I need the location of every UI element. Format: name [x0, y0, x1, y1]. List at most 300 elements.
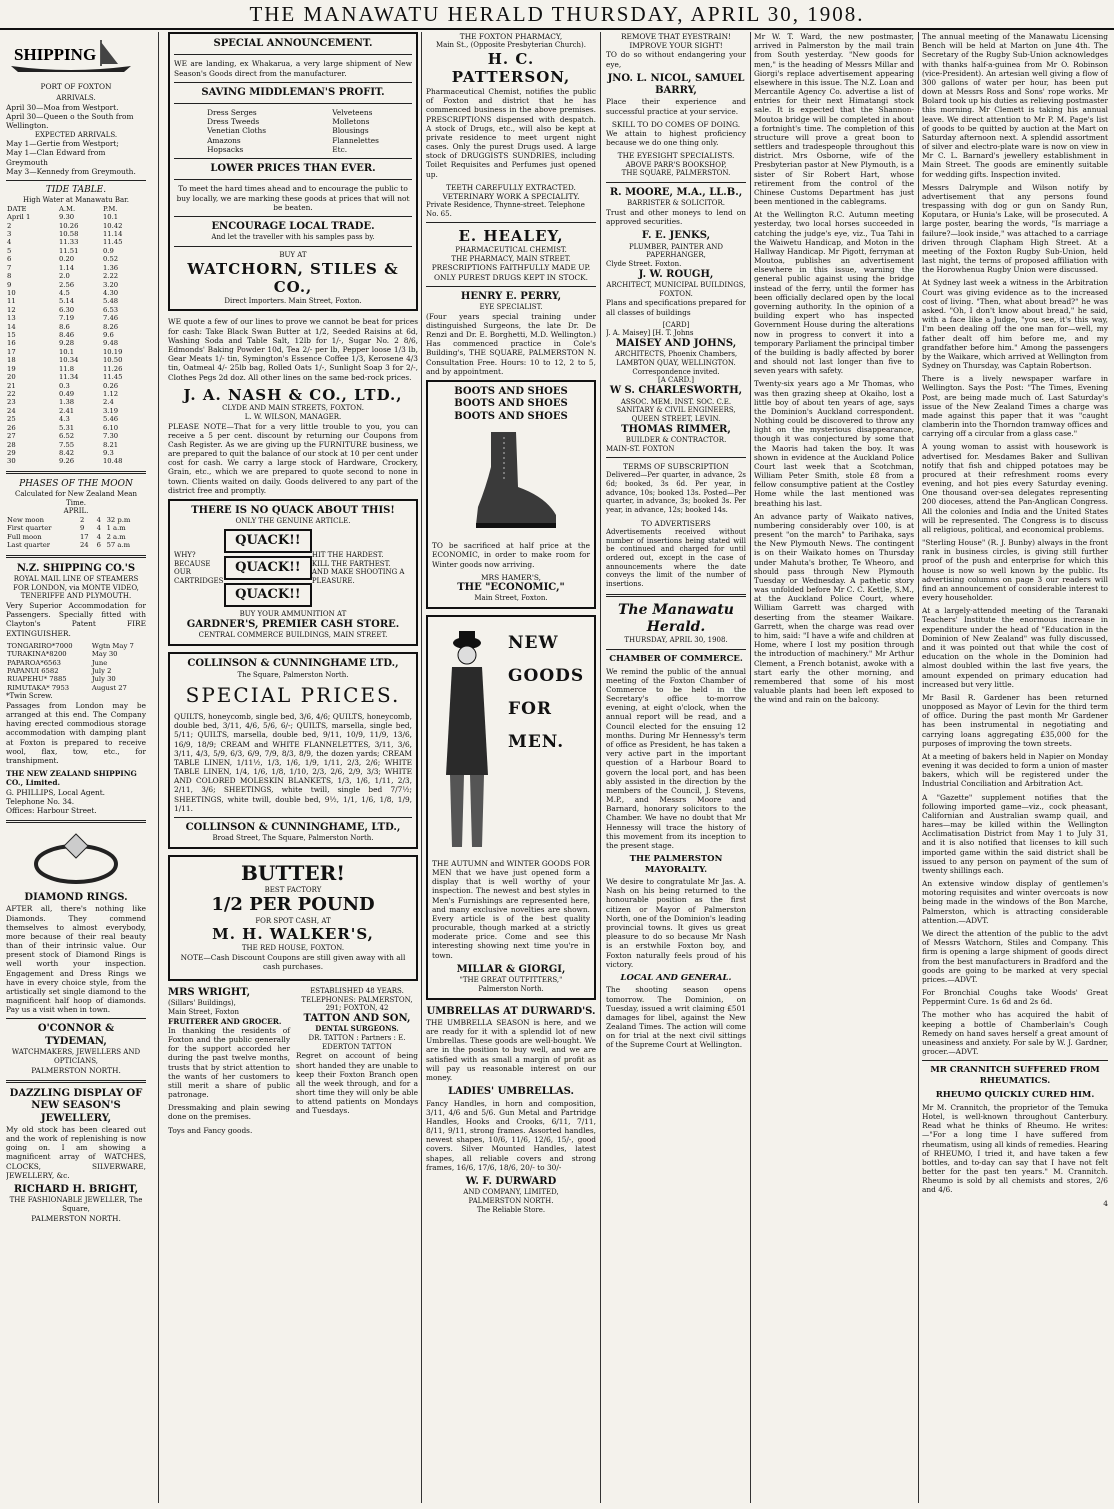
table-row: [6, 675, 146, 683]
table-row: [6, 524, 146, 532]
table-cell: 11.45: [102, 373, 123, 382]
watchorn-subtitle: Direct Importers. Main Street, Foxton.: [224, 296, 362, 305]
table-cell: 0.20: [58, 255, 75, 264]
moore-title: R. MOORE, M.A., LL.B.,: [609, 186, 743, 198]
card-label: [CARD]: [662, 320, 690, 329]
dazzling-title: DAZZLING DISPLAY OF NEW SEASON'S JEWELLERY,: [9, 1087, 143, 1124]
wright-toys: Toys and Fancy goods.: [168, 1125, 253, 1135]
table-cell: 2.56: [58, 280, 75, 289]
oconnor-place: PALMERSTON NORTH.: [31, 1065, 121, 1075]
nash-intro: WE quote a few of our lines to prove we cannot be beat for prices for cash: Take Black Swan Butter at 1/2, Seeded Raisins at 6d, Washing Soda and Table Salt, 12lb for 1/-, Sugar No. 2 8/6, Edmonds' Baking Powder 10d, Tea 2/- per lb, Pepper loose 1/3 lb, Gear Meats 1/- tin, Symington's Essence Coffee 1/3, Kerosene 4/3 tin, Oatmeal 4/- 25lb bag, Rolled Oats 1/-, Sunlight Soap 3 for 2/-, Clothes Pegs 2d doz. All other lines on the same bed-rock prices.: [168, 317, 418, 382]
list-item: May 1—Gertie from Westport;: [6, 139, 119, 149]
list-item: OUR CARTRIDGES: [174, 568, 224, 585]
table-cell: 0.49: [58, 390, 75, 398]
table-cell: 0.3: [58, 381, 70, 390]
tide-table: [6, 205, 146, 466]
tatton-established: ESTABLISHED 48 YEARS.: [310, 987, 404, 995]
table-cell: 10.19: [102, 347, 123, 356]
millar-title: MILLAR & GIORGI,: [456, 963, 566, 975]
table-cell: 3: [7, 229, 12, 238]
umbrella-body: THE UMBRELLA SEASON is here, and we are ready for it with a splendid lot of new Umbrellas. These goods are well-bought. We are in the position to buy well, and we are satisfied with as small a margin of profit as will pay us reasonable interest on our money.: [426, 1017, 596, 1082]
table-cell: RUAPEHU* 7885: [7, 675, 67, 684]
news-paragraph: Mr Basil R. Gardener has been returned unopposed as Mayor of Levin for the third term of office. During the past month Mr Gardener has been instrumental in negotiating and carrying loans aggregating £35,000 for the purposes of improving the town streets.: [922, 692, 1108, 748]
news-paragraph: For Bronchial Coughs take Woods' Great Peppermint Cure. 1s 6d and 2s 6d.: [922, 988, 1108, 1007]
ladies-body: Fancy Handles, in horn and composition, 3/11, 4/6 and 5/6. Gun Metal and Partridge Handles, Hooks and Crooks, 6/11, 7/11, 8/11, 9/11, strong frames. Assorted handles, newest shapes, 10/6, 11/6, 12/6, 15/-, good covers. Silver Mounted Handles, latest shapes, all reliable covers and strong frames, 16/6, 17/6, 18/6, 20/- to 30/-: [426, 1098, 596, 1172]
table-cell: 2.0: [58, 272, 70, 281]
column-editorial: [606, 32, 746, 1503]
boots-line: BOOTS AND SHOES: [454, 398, 568, 410]
table-row: [6, 659, 146, 667]
hamer-name: MRS HAMER'S,: [480, 572, 542, 582]
new-goods-word: GOODS: [508, 665, 585, 686]
table-cell: 16: [7, 339, 16, 348]
shipping-logo-text: SHIPPING: [14, 45, 97, 64]
diamond-body: AFTER all, there's nothing like Diamonds. They commend themselves to almost everybody, more because of their real beauty than of their intrinsic value. Our present stock of Diamond Rings is well worth your inspection. Engagement and Dress Rings we have in every choice style, from the artistically set single diamond to the magnificent half hoop of diamonds. Pay us a visit when in town.: [6, 904, 146, 1015]
ammo-text: BUY YOUR AMMUNITION AT: [239, 610, 347, 619]
table-cell: 24: [7, 406, 16, 415]
rheumo-body: Mr M. Crannitch, the proprietor of the Temuka Hotel, is well-known throughout Canterbury. Read what he thinks of Rheumo. He writes:—"For a long time I have suffered from rheumatism, using all kinds of remedies. Hearing of RHEUMO, I tried it, and have taken a few bottles, and to-day can say that I have not felt better for the past ten years." M. Crannitch. Rheumo is sold by all chemists and stores, 2/6 and 4/6.: [922, 1102, 1108, 1195]
table-cell: April 1: [7, 213, 31, 222]
nicol-body: Place their experience and successful practice at your service.: [606, 97, 746, 116]
list-item: Venetian Cloths: [207, 126, 267, 136]
table-header: DATE: [7, 204, 27, 213]
table-row: [6, 650, 146, 658]
moore-subtitle: BARRISTER & SOLICITOR.: [626, 199, 725, 208]
tatton-telephones: TELEPHONES: PALMERSTON, 291; FOXTON, 42: [301, 995, 413, 1013]
teeth-text: TEETH CAREFULLY EXTRACTED.: [446, 182, 576, 192]
table-cell: 1.12: [102, 390, 119, 398]
table-row: [6, 323, 146, 331]
table-cell: 9.6: [102, 331, 114, 340]
table-cell: 11.8: [58, 364, 75, 373]
table-row: [6, 382, 146, 390]
masthead: THE MANAWATU HERALD THURSDAY, APRIL 30, 1908.: [0, 0, 1114, 30]
table-cell: 25: [7, 415, 16, 424]
list-item: Molletons: [332, 117, 370, 127]
encourage-body: And let the traveller with his samples pass by.: [211, 233, 375, 242]
list-item: Dress Serges: [207, 108, 257, 118]
table-cell: 4: [7, 238, 12, 247]
wright-trade: FRUITERER AND GROCER.: [168, 1016, 282, 1026]
table-cell: 7.46: [102, 314, 119, 323]
moore-body: Trust and other moneys to lend on approved securities.: [606, 207, 746, 227]
news-paragraph: An extensive window display of gentlemen's motoring requisites and winter overcoats is now being made in the windows of the Bon Marche, Palmerston, which is attracting considerable attention.—ADVT.: [922, 879, 1108, 925]
durward-subtitle: AND COMPANY, LIMITED,: [463, 1188, 559, 1197]
table-cell: TONGARIRO*7000: [7, 641, 73, 650]
table-cell: 29: [7, 448, 16, 457]
table-row: [6, 457, 146, 465]
news-paragraph: Messrs Dalrymple and Wilson notify by advertisement that any persons found trespassing with dog or gun on Sandy Run, Koputara, or Hunia's Lake, will be prosecuted. A large poster, bearing the words, "Is marriage a failure?—look inside," was attached to a carriage driven through Clapham High Street. At a meeting of the Foxton Rugby Sub-Union, held last night, the terms of proposed affiliation with the Horowhenua Rugby Union were discussed.: [922, 182, 1108, 275]
butter-title: BUTTER!: [240, 860, 346, 885]
telephone: Telephone No. 34.: [6, 796, 75, 806]
list-item: BECAUSE: [174, 559, 211, 568]
boots-line: BOOTS AND SHOES: [454, 410, 568, 422]
table-row: [6, 222, 146, 230]
table-cell: 30: [7, 457, 16, 466]
news-paragraph: At a largely-attended meeting of the Taranaki Teachers' Institute the enormous increase in expenditure under the head of "Education in the Dominion of New Zealand" was fully discussed, and it was pointed out that while the cost of education on the whole in the Dominion had almost doubled within the last five years, the amount expended on primary education had increased but very little.: [922, 606, 1108, 689]
collinson-footer: COLLINSON & CUNNINGHAME, LTD.,: [185, 821, 401, 833]
table-row: [6, 684, 146, 692]
table-row: [6, 238, 146, 246]
rough-title: J. W. ROUGH,: [638, 268, 714, 280]
table-cell: 15: [7, 331, 16, 340]
table-header: A.M.: [58, 204, 76, 213]
table-cell: 11: [7, 297, 16, 306]
maisey-names: J. A. Maisey] [H. T. Johns: [606, 329, 694, 338]
table-cell: PAPANUI 6582: [7, 667, 59, 676]
healey-pharmacy: THE PHARMACY, MAIN STREET.: [451, 254, 571, 263]
prescriptions-text: PRESCRIPTIONS FAITHFULLY MADE UP.: [431, 263, 591, 273]
table-cell: 17: [79, 532, 89, 541]
walker-note: NOTE—Cash Discount Coupons are still given away with all cash purchases.: [180, 952, 406, 971]
millar-advert: [426, 615, 596, 1000]
moon-month: APRIL.: [63, 507, 89, 516]
table-cell: 0.9: [102, 246, 114, 255]
gentleman-icon: [432, 625, 502, 855]
new-goods-word: FOR: [508, 699, 553, 720]
news-paragraph: At a meeting of bakers held in Napier on Monday evening it was decided to form a union of master bakers, which will be registered under the Industrial Conciliation and Arbitration Act.: [922, 751, 1108, 789]
table-cell: 27: [7, 432, 16, 441]
table-row: [6, 247, 146, 255]
table-cell: PAPAROA*6563: [7, 658, 62, 667]
herald-title: The Manawatu Herald.: [618, 601, 734, 636]
news-paragraph: Mr W. T. Ward, the new postmaster, arrived in Palmerston by the mail train from South yesterday. "New goods for men," is the heading of Messrs Millar and Giorgi's replace advertisement appearing elsewhere in this issue. The N.Z. Loan and Mercantile Agency Co. advertise a list of entries for their next Himatangi stock sale. It is expected that the Shannon-Moutoa bridge will be completed in about a fortnight's time. The completion of this structure will prove a great boon to settlers and tradespeople throughout this district. Mrs Osborne, wife of the Presbyterian pastor at New Plymouth, is a sister of Sir Robert Hart, whose retirement from the control of the Chinese Customs Department has just been mentioned in the cablegrams.: [754, 32, 914, 207]
herald-date: THURSDAY, APRIL 30, 1908.: [624, 636, 728, 645]
oconnor-title: O'CONNOR & TYDEMAN,: [37, 1023, 115, 1047]
watchorn-advert: [168, 32, 418, 311]
news-paragraph: There is a lively newspaper warfare in Wellington. Says the Post: "The Times, Evening Post, are being made much of. Last Saturday's issue of the New Zealand Times a charge was made against this paper that it was "caught clamberin into the Thorndon tramway offices and carrying off a circular from a glass case.": [922, 374, 1108, 439]
table-row: [6, 424, 146, 432]
table-cell: August 27: [91, 683, 127, 692]
table-cell: 11.14: [102, 229, 123, 238]
tatton-title: TATTON AND SON,: [303, 1013, 411, 1025]
table-cell: 8.21: [102, 440, 119, 449]
table-cell: 9.26: [58, 457, 75, 466]
economic-title: THE "ECONOMIC,": [457, 581, 565, 593]
news-paragraph: We direct the attention of the public to the advt of Messrs Watchorn, Stiles and Company. This firm is opening a large shipment of goods direct from the best manufacturers in Bradford and the goods are going to be marked at very special prices.—ADVT.: [922, 928, 1108, 984]
table-cell: Full moon: [7, 532, 42, 541]
table-cell: 1.14: [58, 263, 75, 272]
quack-row: [174, 526, 412, 610]
table-cell: 5.14: [58, 297, 75, 306]
table-cell: 11.45: [102, 238, 123, 247]
table-cell: 9.3: [102, 448, 114, 457]
table-row: [6, 306, 146, 314]
table-cell: 20: [7, 373, 16, 382]
table-header: P.M.: [102, 204, 118, 213]
table-cell: 10.48: [102, 457, 123, 466]
list-item: Etc.: [332, 144, 348, 154]
rimmer-subtitle: BUILDER & CONTRACTOR.: [625, 435, 727, 444]
table-cell: 5.48: [102, 297, 119, 306]
saving-title: SAVING MIDDLEMAN'S PROFIT.: [201, 86, 385, 98]
table-cell: 11.51: [58, 246, 79, 255]
local-body: The shooting season opens tomorrow. The Dominion, on Tuesday, issued a writ claiming £501 damages for libel, against the New Zealand Times. The action will come on for trial at the next civil sittings of the Supreme Court at Wellington.: [606, 985, 746, 1050]
foxton-pharmacy-subtitle: Main St., (Opposite Presbyterian Church).: [435, 41, 587, 50]
special-title: SPECIAL ANNOUNCEMENT.: [213, 38, 373, 49]
nash-manager: L. W. WILSON, MANAGER.: [244, 412, 342, 421]
table-cell: 4.3: [58, 415, 70, 424]
mayoralty-heading: THE PALMERSTON MAYORALTY.: [629, 854, 723, 875]
collinson-advert: [168, 652, 418, 849]
maisey-correspondence: Correspondence invited.: [632, 367, 720, 376]
table-cell: 14: [7, 322, 16, 331]
news-paragraph: The annual meeting of the Manawatu Licensing Bench will be held at Marton on June 4th. The Secretary of the Rugby Sub-Union acknowledges with thanks half-a-guinea from Mr O. Robinson (vice-President). An artesian well giving a flow of 300 gallons of water per hour, has been put down at Messrs Ross and Sons' rope works. Mr Bolard took up his duties as relieving postmaster this morning. Mr Clemett is taking his annual leave. We direct attention to Mr P. M. Page's list of goods to be quitted by auction at the Mart on Saturday afternoon next. A splendid assortment of silver and electro-plate ware is now on view in Mr C. L. Barnard's jewellery establishment in Main Street. The goods are eminently suitable for wedding gifts. Inspection invited.: [922, 32, 1108, 179]
table-row: [6, 407, 146, 415]
nicol-title: JNO. L. NICOL, SAMUEL BARRY,: [607, 72, 745, 97]
nz-shipping-body: Passages from London may be arranged at this end. The Company having erected commodious storage accommodation with damping plant at Foxton is prepared to receive wool, flax, tow, etc., for transhipment.: [6, 700, 146, 765]
table-cell: 7.19: [58, 314, 75, 323]
nz-shipping-route: FOR LONDON, via MONTE VIDEO, TENERIFFE AND PLYMOUTH.: [13, 583, 139, 601]
list-item: Dress Tweeds: [207, 117, 260, 127]
vet-text: VETERINARY WORK A SPECIALITY.: [442, 191, 580, 201]
durward-store: The Reliable Store.: [476, 1205, 546, 1214]
quack-word: QUACK!!: [224, 583, 312, 607]
news-paragraph: The mother who has acquired the habit of keeping a bottle of Chamberlain's Cough Remedy on hand saves herself a great amount of uneasiness and anxiety. For sale by W. J. Gardner, grocer.—ADVT.: [922, 1010, 1108, 1057]
butter-price: 1/2 PER POUND: [211, 894, 375, 916]
table-row: [6, 449, 146, 457]
table-cell: 6.30: [58, 305, 75, 314]
list-item: Hopsacks: [207, 144, 244, 154]
news-paragraph: An advance party of Waikato natives, numbering considerably over 100, is at present "on the march" to Parihaka, says the New Plymouth News. The contingent is on their Waikato homes on Thursday under Mahuta's brother, Te Wheoro, and should pass through New Plymouth Tuesday or Wednesday. A pathetic story was unfolded before Mr C. C. Kettle, S.M., at the Auckland Police Court, where William Garrett was charged with deserting from the steamer Waikare. Garrett, when the charge was read over to him, said: "I have a wife and children at Home, where I lost my position through the introduction of machinery." Mr Arthur Clement, a French botanist, awoke with a start early the other morning, and remembered that some of his most valuable plants had been left exposed to the wind and rain on the balcony.: [754, 511, 914, 705]
table-cell: 24: [79, 541, 89, 550]
healey-title: E. HEALEY,: [458, 227, 564, 246]
table-row: [6, 264, 146, 272]
table-cell: 10.1: [58, 347, 75, 356]
table-cell: 6.10: [102, 423, 119, 432]
wright-title: MRS WRIGHT,: [168, 987, 251, 998]
oconnor-subtitle: WATCHMAKERS, JEWELLERS AND OPTICIANS,: [11, 1048, 141, 1065]
commerce-heading: CHAMBER OF COMMERCE.: [609, 654, 743, 665]
arrivals-list: [6, 103, 146, 131]
watchorn-title: WATCHORN, STILES & CO.,: [187, 259, 399, 297]
nz-shipping-footer: THE NEW ZEALAND SHIPPING CO., Limited.: [6, 769, 137, 788]
table-cell: 1 a.m: [106, 524, 126, 533]
advertisers-body: Advertisements received without number of insertions being stated will be continued and charged for until ordered out, except in the case of announcements where the date conveys the limit of the number of insertions.: [606, 528, 746, 589]
table-cell: 0.52: [102, 255, 119, 264]
local-heading: LOCAL AND GENERAL.: [620, 972, 732, 983]
table-row: [6, 432, 146, 440]
tide-subtitle: High Water at Manawatu Bar.: [23, 196, 129, 205]
hamer-body: TO be sacrificed at half price at the ECONOMIC, in order to make room for Winter goods now arriving.: [432, 541, 590, 569]
collinson-subtitle: The Square, Palmerston North.: [237, 670, 349, 679]
table-cell: 2: [7, 221, 12, 230]
wright-body: In thanking the residents of Foxton and the public generally for the support accorded her during the past twelve months, trusts that by strict attention to the wants of her customers to still merit a share of public patronage.: [168, 1025, 290, 1100]
attain-text: We attain to highest proficiency because we do one thing only.: [606, 128, 746, 148]
perry-body: (Four years special training under distinguished Surgeons, the late Dr. De Renzi and Dr. E. Borghetti, M.D. Wellington.) Has commenced practice in Cole's Building's, THE SQUARE, PALMERSTON N. Consultation Free. Hours: 10 to 12, 2 to 5, and by appointment.: [426, 311, 596, 376]
durward-title: W. F. DURWARD: [465, 1175, 557, 1187]
list-item: Amazons: [207, 135, 241, 145]
table-cell: Last quarter: [7, 541, 50, 550]
table-cell: 19: [7, 364, 16, 373]
table-cell: TURAKINA*8200: [7, 650, 67, 659]
table-cell: 12: [7, 305, 16, 314]
square-place: THE SQUARE, PALMERSTON.: [621, 169, 731, 178]
table-cell: 10.34: [58, 356, 79, 365]
table-cell: 26: [7, 423, 16, 432]
table-cell: 4.30: [102, 288, 119, 297]
twin-screw-note: *Twin Screw.: [6, 692, 53, 701]
walker-advert: [168, 855, 418, 981]
mayoralty-body: We desire to congratulate Mr Jas. A. Nash on his being returned to the honourable position as the first citizen or Mayor of Palmerston North, one of the Dominion's leading provincial towns. It gives us great pleasure to do so because Mr Nash is an erstwhile Foxton boy, and Foxton naturally feels proud of his victory.: [606, 877, 746, 969]
terms-title: TERMS OF SUBSCRIPTION: [623, 462, 729, 472]
rough-body: Plans and specifications prepared for all classes of buildings: [606, 298, 746, 317]
table-row: [6, 441, 146, 449]
table-cell: July 30: [91, 675, 116, 684]
offices: Offices: Harbour Street.: [6, 805, 97, 815]
table-cell: 11.26: [102, 364, 123, 373]
table-row: [6, 365, 146, 373]
rimmer-title: THOMAS RIMMER,: [621, 423, 731, 435]
rimmer-place: MAIN-ST. FOXTON: [606, 444, 675, 453]
butter-cash: FOR SPOT CASH, AT: [255, 916, 331, 925]
table-cell: 6: [7, 255, 12, 264]
new-goods-row: [432, 621, 590, 859]
news-paragraph: "Sterling House" (R. J. Bunby) always in the front rank in business circles, is giving still further proof of the push and enterprise for which this house is now so well known by the public. Its advertising columns on page 3 our readers will find an announcement of considerable interest to every householder.: [922, 538, 1108, 603]
collinson-footer-subtitle: Broad Street, The Square, Palmerston North.: [212, 834, 374, 843]
table-cell: 22: [7, 390, 16, 398]
collinson-title: COLLINSON & CUNNINGHAME LTD.,: [187, 658, 399, 670]
list-item: April 30—Moa from Westport.: [6, 103, 119, 113]
table-cell: 10.1: [102, 213, 119, 222]
table-cell: 2 a.m: [106, 532, 126, 541]
special-prices-title: SPECIAL PRICES.: [185, 683, 401, 708]
moon-title: PHASES OF THE MOON: [19, 478, 133, 489]
durward-place: PALMERSTON NORTH.: [468, 1196, 554, 1205]
walker-title: M. H. WALKER'S,: [212, 925, 374, 944]
table-cell: July 2: [91, 667, 112, 676]
table-row: [6, 281, 146, 289]
table-cell: 5.31: [58, 423, 75, 432]
table-cell: 4: [96, 532, 101, 541]
diamond-title: DIAMOND RINGS.: [24, 892, 128, 904]
table-cell: 10.26: [58, 221, 79, 230]
wright-dress: Dressmaking and plain sewing done on the premises.: [168, 1103, 290, 1122]
table-row: [6, 356, 146, 364]
table-cell: 9: [7, 280, 12, 289]
table-row: [6, 339, 146, 347]
new-goods-word: MEN.: [508, 732, 565, 753]
table-cell: 18: [7, 356, 16, 365]
table-cell: 7: [7, 263, 12, 272]
table-row: [6, 373, 146, 381]
table-row: [6, 667, 146, 675]
buy-at: BUY AT: [279, 250, 307, 259]
umbrellas-title: UMBRELLAS AT DURWARD'S.: [426, 1005, 596, 1017]
walker-subtitle: THE RED HOUSE, FOXTON.: [241, 943, 345, 952]
lower-body: To meet the hard times ahead and to encourage the public to buy locally, we are marking these goods at prices that will not be beaten.: [176, 184, 410, 212]
table-cell: 10: [7, 288, 16, 297]
skill-text: SKILL TO DO COMES OF DOING.: [611, 119, 741, 129]
table-cell: 6.53: [102, 305, 119, 314]
millar-place: Palmerston North.: [478, 984, 544, 993]
table-cell: June: [91, 658, 108, 667]
table-cell: 13: [7, 314, 16, 323]
healey-subtitle: PHARMACEUTICAL CHEMIST.: [455, 246, 567, 255]
table-cell: 7.55: [58, 440, 75, 449]
news-paragraph: Twenty-six years ago a Mr Thomas, who was then grazing sheep at Okaiho, lost a little boy of about ten years of age, says the Dominion's Auckland correspondent. Nothing could be discovered to throw any light on the mysterious disappearance, though it was conjectured by some that the Maoris had taken the boy. It was shown in evidence at the Auckland Police Court last week that a Scotchman, William Peter Smith, stole £8 from a fellow consumptive patient at the Costley Home while the last mentioned was breathing his last.: [754, 379, 914, 508]
list-item: HIT THE HARDEST.: [311, 550, 384, 559]
bright-title: RICHARD H. BRIGHT,: [13, 1183, 139, 1195]
remove-title: REMOVE THAT EYESTRAIN! IMPROVE YOUR SIGHT!: [620, 32, 732, 51]
news-paragraph: A young woman to assist with housework is advertised for. Mesdames Baker and Sullivan notify that fish and chipped potatoes may be procured at their refreshment rooms every evening, and hot pies every Saturday evening. One thousand over-sea delegates representing 200 dioceses, attend the Pan-Anglican Congress. All the colonies and India and the United States will be represented. The Congress is to discuss all religious, political, and economical problems.: [922, 442, 1108, 534]
table-cell: 9.48: [102, 339, 119, 348]
jenks-place: Clyde Street. Foxton.: [606, 259, 682, 268]
table-cell: RIMUTAKA* 7953: [7, 683, 70, 692]
table-cell: 11.33: [58, 238, 79, 247]
charlesworth-subtitle: ASSOC. MEM. INST. SOC. C.E. SANITARY & CIVIL ENGINEERS, QUEEN STREET, LEVIN.: [616, 397, 736, 423]
arrivals-title: ARRIVALS.: [56, 94, 96, 103]
special-body: WE are landing, ex Whakarua, a very large shipment of New Season's Goods direct from the manufacturer.: [174, 59, 412, 78]
autumn-body: THE AUTUMN and WINTER GOODS FOR MEN that we have just opened form a display that is well worthy of your inspection. The newest and best styles in Men's Furnishings are represented here, and many exclusive novelties are shown. Every article is of the best quality procurable, though marked at a strictly moderate price. Come and see this interesting showing next time you're in town.: [432, 858, 590, 960]
news-paragraph: At the Wellington R.C. Autumn meeting yesterday, two local horses succeeded in catching the judge's eye, viz., Tua Tahi in the Waiwetu Handicap, and Moton in the Hallway Handicap. Mr Pigott, ferryman at Moutoa, publishes an advertisement elsewhere in this issue, warning the general public against using the bridge instead of the ferry, until the former has been officially declared open by the local governing authority. In the opinion of a building expert who has inspected Government House during the alterations now in progress to convert it into a temporary Parliament the principal timber of the building is badly affected by borer and should not last longer than five to seven years with safety.: [754, 210, 914, 376]
quack-title: THERE IS NO QUACK ABOUT THIS!: [191, 505, 395, 516]
port-title: PORT OF FOXTON: [40, 82, 112, 92]
expected-title: EXPECTED ARRIVALS.: [34, 130, 118, 139]
jenks-subtitle: PLUMBER, PAINTER AND PAPERHANGER,: [628, 242, 724, 260]
page-number: 4: [1103, 1198, 1108, 1208]
table-row: [6, 272, 146, 280]
goods-lists: [174, 108, 412, 154]
table-cell: 3.19: [102, 406, 119, 415]
list-item: Blousings: [332, 126, 369, 136]
column-adverts: [168, 32, 418, 1503]
list-item: KILL THE FARTHEST.: [311, 559, 391, 568]
table-cell: 2.22: [102, 272, 119, 281]
table-cell: 5.46: [102, 415, 119, 424]
table-row: [6, 314, 146, 322]
gardner-advert: [168, 499, 418, 646]
table-cell: 4: [96, 515, 101, 524]
foxton-pharmacy: THE FOXTON PHARMACY,: [459, 32, 563, 41]
column-shipping: [6, 32, 146, 1503]
column-rule: [600, 32, 601, 1503]
table-cell: 5: [7, 246, 12, 255]
tatton-advert: [296, 987, 418, 1135]
table-row: [6, 533, 146, 541]
shipping-logo-icon: [6, 36, 136, 76]
moon-table: [6, 516, 146, 550]
wright-subtitle: (Sillars' Buildings),: [168, 999, 236, 1008]
table-cell: 4.5: [58, 288, 70, 297]
table-cell: 10.50: [102, 356, 123, 365]
economic-advert: [426, 380, 596, 609]
nash-title: J. A. NASH & CO., LTD.,: [183, 385, 403, 404]
column-rule: [750, 32, 751, 1503]
column-general: [922, 32, 1108, 1503]
charlesworth-title: W S. CHARLESWORTH,: [609, 385, 743, 397]
eyesight-title: THE EYESIGHT SPECIALISTS.: [617, 151, 735, 161]
rough-subtitle: ARCHITECT, MUNICIPAL BUILDINGS, FOXTON.: [606, 281, 746, 298]
bottom-adverts: [168, 987, 418, 1135]
lower-title: LOWER PRICES THAN EVER.: [210, 162, 376, 174]
table-cell: 2.4: [102, 398, 114, 407]
wright-place: Main Street, Foxton: [168, 1008, 239, 1017]
list-item: WHY?: [174, 550, 196, 559]
list-item: AND MAKE SHOOTING A PLEASURE.: [311, 568, 405, 585]
boot-icon: [456, 427, 566, 537]
dazzling-body: My old stock has been cleared out and the work of replenishing is now going on. I am showing a magnificent array of WATCHES, CLOCKS, SILVERWARE, JEWELLERY, &c.: [6, 1124, 146, 1180]
news-paragraph: A "Gazette" supplement notifies that the following imported game—viz., cock pheasant, Californian and Australian swamp quail, and hares—may be killed within the Wellington Acclimatisation District from May 1 to July 31, and it is also notified that licenses to kill such imported game within the said district shall be issued to any person on payment of the sum of twenty shillings each.: [922, 792, 1108, 875]
table-cell: 6: [96, 541, 101, 550]
table-cell: 8.42: [58, 448, 75, 457]
remove-body: TO do so without endangering your eye,: [606, 50, 746, 69]
table-cell: 11.34: [58, 373, 79, 382]
table-row: [6, 289, 146, 297]
rheumo-heading: RHEUMO QUICKLY CURED HIM.: [935, 1090, 1095, 1101]
table-cell: 2: [79, 515, 85, 524]
tatton-body: Regret on account of being short handed they are unable to keep their Foxton Branch open all the week through, and for a short time they will only be able to attend patients on Mondays and Tuesdays.: [296, 1051, 418, 1116]
